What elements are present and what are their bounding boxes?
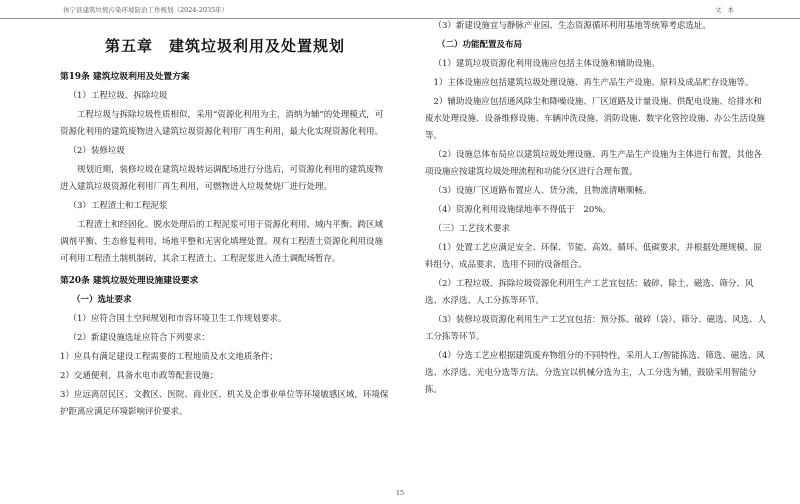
right-column (425, 18, 770, 399)
paragraph: 1）应具有满足建设工程需要的工程地质及水文地质条件； (60, 352, 278, 362)
header-title: 休宁县建筑垃圾污染环境防治工作规划（2024-2035年） (63, 6, 229, 14)
paragraph: （4）分选工艺应根据建筑废弃物组分的不同特性，采用人工/智能拣选、筛选、磁选、风选、水浮选、光电分选等方法。分选宜以机械分选为主，人工分选为辅，鼓励采用智能分拣。 (425, 351, 765, 395)
paragraph: （1）应符合国土空间规划和市容环境卫生工作规划要求。 (68, 314, 287, 324)
page-header (0, 0, 800, 19)
paragraph: （3）装修垃圾资源化利用生产工艺宜包括：预分拣、破碎（袋）、筛分、磁选、风选、人工分拣等环节。 (425, 315, 767, 342)
paragraph: 工程垃圾与拆除垃圾性质相似，采用“资源化利用为主，消纳为辅”的处理模式，可资源化利用的建筑废物进入建筑垃圾资源化利用厂再生利用，最大化实现资源化利用。 (60, 110, 384, 137)
item-heading: （2）装修垃圾 (68, 146, 125, 156)
item-heading: （1）工程垃圾、拆除垃圾 (68, 91, 168, 101)
section-heading: （一）选址要求 (72, 295, 132, 305)
paragraph: 1）主体设施应包括建筑垃圾处理设施、再生产品生产设施、原料及成品贮存设施等。 (433, 78, 754, 88)
paragraph: （2）工程垃圾、拆除垃圾资源化利用生产工艺宜包括：破碎、除土、磁选、筛分、风选、水浮选、人工分拣等环节。 (425, 279, 754, 306)
article-19-title: 第19条 建筑垃圾利用及处置方案 (60, 72, 190, 82)
page-number: 15 (395, 489, 405, 497)
paragraph: （3）设施厂区道路布置应人、货分流，且物流清晰顺畅。 (433, 186, 652, 196)
paragraph: （3）新建设施宜与静脉产业园、生态资源循环利用基地等统筹考虑选址。 (433, 21, 711, 31)
paragraph: （4）资源化利用设施绿地率不得低于 20%。 (433, 205, 611, 215)
paragraph: 2）辅助设施应包括通风除尘和降噪设施、厂区道路及计量设施、供配电设施、给排水和废水处理设施、设备维修设施、车辆冲洗设施、消防设施、数字化管控设施、办公生活设施等。 (425, 97, 766, 141)
left-column (60, 18, 390, 421)
paragraph: 规划近期，装修垃圾在建筑垃圾转运调配场进行分选后，可资源化利用的建筑废物进入建筑垃圾资源化利用厂再生利用，可燃物进入垃圾焚烧厂进行处理。 (60, 165, 384, 192)
section-heading: （二）功能配置及布局 (437, 40, 523, 50)
chapter-title: 第五章 建筑垃圾利用及处置规划 (104, 37, 345, 55)
header-right-label: 文本 (715, 6, 740, 14)
item-heading: （3）工程渣土和工程泥浆 (68, 201, 168, 211)
article-20-title: 第20条 建筑垃圾处理设施建设要求 (60, 276, 199, 286)
paragraph: （1）建筑垃圾资源化利用设施应包括主体设施和辅助设施。 (433, 59, 660, 69)
paragraph: 工程渣土和经固化、脱水处理后的工程泥浆可用于资源化利用、域内平衡、跨区域调剂平衡、生态修复利用、场地平整和无害化填埋处置。现有工程渣土资源化利用设施可利用工程渣土制机制砖，其余工程渣土、工程泥浆进入渣土调配场暂存。 (60, 220, 384, 264)
paragraph: （1）处置工艺应满足安全、环保、节能、高效、循环、低碳要求，并根据处理规模、原料组分、成品要求，选用不同的设备组合。 (425, 243, 762, 270)
paragraph: （2）新建设施选址应符合下列要求： (68, 333, 210, 343)
paragraph: 2）交通便利，具备水电市政等配套设施； (60, 371, 219, 381)
paragraph: （2）设施总体布局应以建筑垃圾处理设施、再生产品生产设施为主体进行布置，其他各项设施应按建筑垃圾处理流程和功能分区进行合理布置。 (425, 150, 762, 177)
section-heading: （三）工艺技术要求 (433, 224, 511, 234)
paragraph: 3）应远离居民区、文教区、医院、商业区、机关及企事业单位等环境敏感区域，环境保护距离应满足环境影响评价要求。 (60, 390, 389, 417)
